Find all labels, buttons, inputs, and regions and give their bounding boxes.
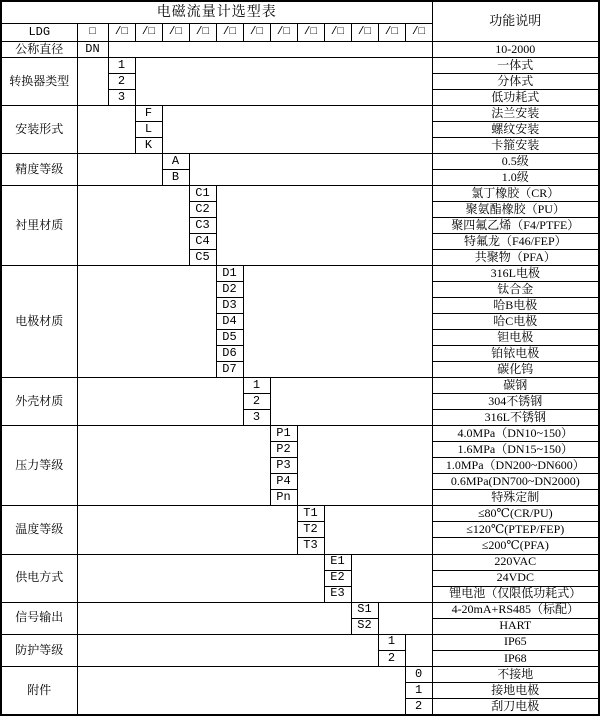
desc-cell: 碳钢 [432,378,599,394]
table-row [1,106,599,122]
table-row [1,602,599,618]
desc-cell: 锂电池（仅限低功耗式） [432,586,599,602]
code-cell: P4 [270,474,297,490]
empty-cell [135,58,432,106]
desc-cell: 4-20mA+RS485（标配） [432,602,599,618]
table-row [1,426,599,442]
desc-cell: 分体式 [432,74,599,90]
table-row [1,378,599,394]
section-label: 防护等级 [1,634,77,666]
code-cell: 2 [378,650,405,666]
code-cell: E3 [324,586,351,602]
code-cell: E1 [324,554,351,570]
empty-cell [77,426,270,506]
desc-cell: 0.5级 [432,154,599,170]
desc-cell: 220VAC [432,554,599,570]
desc-cell: ≤120℃(PTEP/FEP) [432,522,599,538]
desc-cell: 24VDC [432,570,599,586]
code-cell: S1 [351,602,378,618]
empty-cell [189,154,432,186]
desc-cell: 聚氨酯橡胶（PU） [432,202,599,218]
model-slot-box: /□ [378,24,405,42]
table-row [1,506,599,522]
empty-cell [77,106,135,154]
model-slot-box: /□ [135,24,162,42]
code-cell: P2 [270,442,297,458]
empty-cell [77,634,378,666]
code-cell: P1 [270,426,297,442]
code-cell: 1 [378,634,405,650]
empty-cell [378,602,432,634]
section-label: 公称直径 [1,42,77,58]
desc-cell: 0.6MPa(DN700~DN2000) [432,474,599,490]
desc-cell: HART [432,618,599,634]
desc-cell: 4.0MPa（DN10~150） [432,426,599,442]
desc-cell: 聚四氟乙烯（F4/PTFE） [432,218,599,234]
desc-cell: 特氟龙（F46/FEP） [432,234,599,250]
section-label: 温度等级 [1,506,77,554]
empty-cell [77,602,351,634]
model-slot-box: /□ [351,24,378,42]
table-row [1,154,599,170]
empty-cell [77,58,108,106]
code-cell: B [162,170,189,186]
table-row [1,634,599,650]
function-column-header: 功能说明 [432,1,599,42]
desc-cell: IP68 [432,650,599,666]
code-cell: F [135,106,162,122]
section-label: 压力等级 [1,426,77,506]
empty-cell [77,186,189,266]
model-prefix-label: LDG [1,24,77,42]
code-cell: A [162,154,189,170]
empty-cell [108,42,432,58]
code-cell: T2 [297,522,324,538]
section-label: 附件 [1,666,77,715]
table-title: 电磁流量计选型表 [1,1,432,24]
section-label: 衬里材质 [1,186,77,266]
model-slot-box: □ [77,24,108,42]
model-slot-box: /□ [216,24,243,42]
code-cell: D5 [216,330,243,346]
table-row [1,554,599,570]
desc-cell: ≤200℃(PFA) [432,538,599,554]
desc-cell: 1.0级 [432,170,599,186]
empty-cell [351,554,432,602]
desc-cell: 哈B电极 [432,298,599,314]
desc-cell: 哈C电极 [432,314,599,330]
section-label: 转换器类型 [1,58,77,106]
code-cell: 2 [405,698,432,715]
model-slot-box: /□ [243,24,270,42]
code-cell: C1 [189,186,216,202]
code-cell: C3 [189,218,216,234]
desc-cell: 接地电极 [432,682,599,698]
table-row [1,42,599,58]
empty-cell [162,106,432,154]
desc-cell: 碳化钨 [432,362,599,378]
empty-cell [77,506,297,554]
empty-cell [216,186,432,266]
model-slot-box: /□ [324,24,351,42]
code-cell: 0 [405,666,432,682]
section-label: 外壳材质 [1,378,77,426]
code-cell: K [135,138,162,154]
desc-cell: 316L不锈钢 [432,410,599,426]
model-slot-box: /□ [405,24,432,42]
desc-cell: 304不锈钢 [432,394,599,410]
table-row [1,666,599,682]
empty-cell [324,506,432,554]
empty-cell [243,266,432,378]
code-cell: 2 [243,394,270,410]
desc-cell: 钽电极 [432,330,599,346]
desc-cell: 不接地 [432,666,599,682]
code-cell: E2 [324,570,351,586]
desc-cell: 氯丁橡胶（CR） [432,186,599,202]
code-cell: Pn [270,490,297,506]
desc-cell: ≤80℃(CR/PU) [432,506,599,522]
code-cell: D4 [216,314,243,330]
code-cell: D2 [216,282,243,298]
code-cell: D6 [216,346,243,362]
code-cell: 3 [243,410,270,426]
empty-cell [405,634,432,666]
code-cell: C5 [189,250,216,266]
code-cell: 2 [108,74,135,90]
code-cell: L [135,122,162,138]
section-label: 安装形式 [1,106,77,154]
code-cell: C2 [189,202,216,218]
section-label: 信号输出 [1,602,77,634]
desc-cell: 法兰安装 [432,106,599,122]
section-label: 电极材质 [1,266,77,378]
code-cell: C4 [189,234,216,250]
code-cell: T3 [297,538,324,554]
empty-cell [77,378,243,426]
desc-cell: 低功耗式 [432,90,599,106]
desc-cell: 特殊定制 [432,490,599,506]
model-slot-box: /□ [108,24,135,42]
code-cell: P3 [270,458,297,474]
desc-cell: 铂铱电极 [432,346,599,362]
table-row [1,186,599,202]
model-slot-box: /□ [297,24,324,42]
model-slot-box: /□ [189,24,216,42]
desc-cell: 1.0MPa（DN200~DN600） [432,458,599,474]
code-cell: D7 [216,362,243,378]
model-slot-box: /□ [162,24,189,42]
desc-cell: 1.6MPa（DN15~150） [432,442,599,458]
code-cell: D3 [216,298,243,314]
desc-cell: 螺纹安装 [432,122,599,138]
desc-cell: 刮刀电极 [432,698,599,715]
empty-cell [77,266,216,378]
desc-cell: 卡箍安装 [432,138,599,154]
code-cell: 1 [405,682,432,698]
empty-cell [77,666,405,715]
code-cell: D1 [216,266,243,282]
code-cell: S2 [351,618,378,634]
empty-cell [297,426,432,506]
desc-cell: 316L电极 [432,266,599,282]
section-label: 供电方式 [1,554,77,602]
code-cell: T1 [297,506,324,522]
desc-cell: 共聚物（PFA） [432,250,599,266]
table-row [1,58,599,74]
desc-cell: 一体式 [432,58,599,74]
desc-cell: IP65 [432,634,599,650]
model-slot-box: /□ [270,24,297,42]
table-row [1,266,599,282]
desc-cell: 10-2000 [432,42,599,58]
section-label: 精度等级 [1,154,77,186]
empty-cell [77,154,162,186]
empty-cell [270,378,432,426]
code-cell: 3 [108,90,135,106]
desc-cell: 钛合金 [432,282,599,298]
code-cell: 1 [108,58,135,74]
code-cell: DN [77,42,108,58]
empty-cell [77,554,324,602]
code-cell: 1 [243,378,270,394]
